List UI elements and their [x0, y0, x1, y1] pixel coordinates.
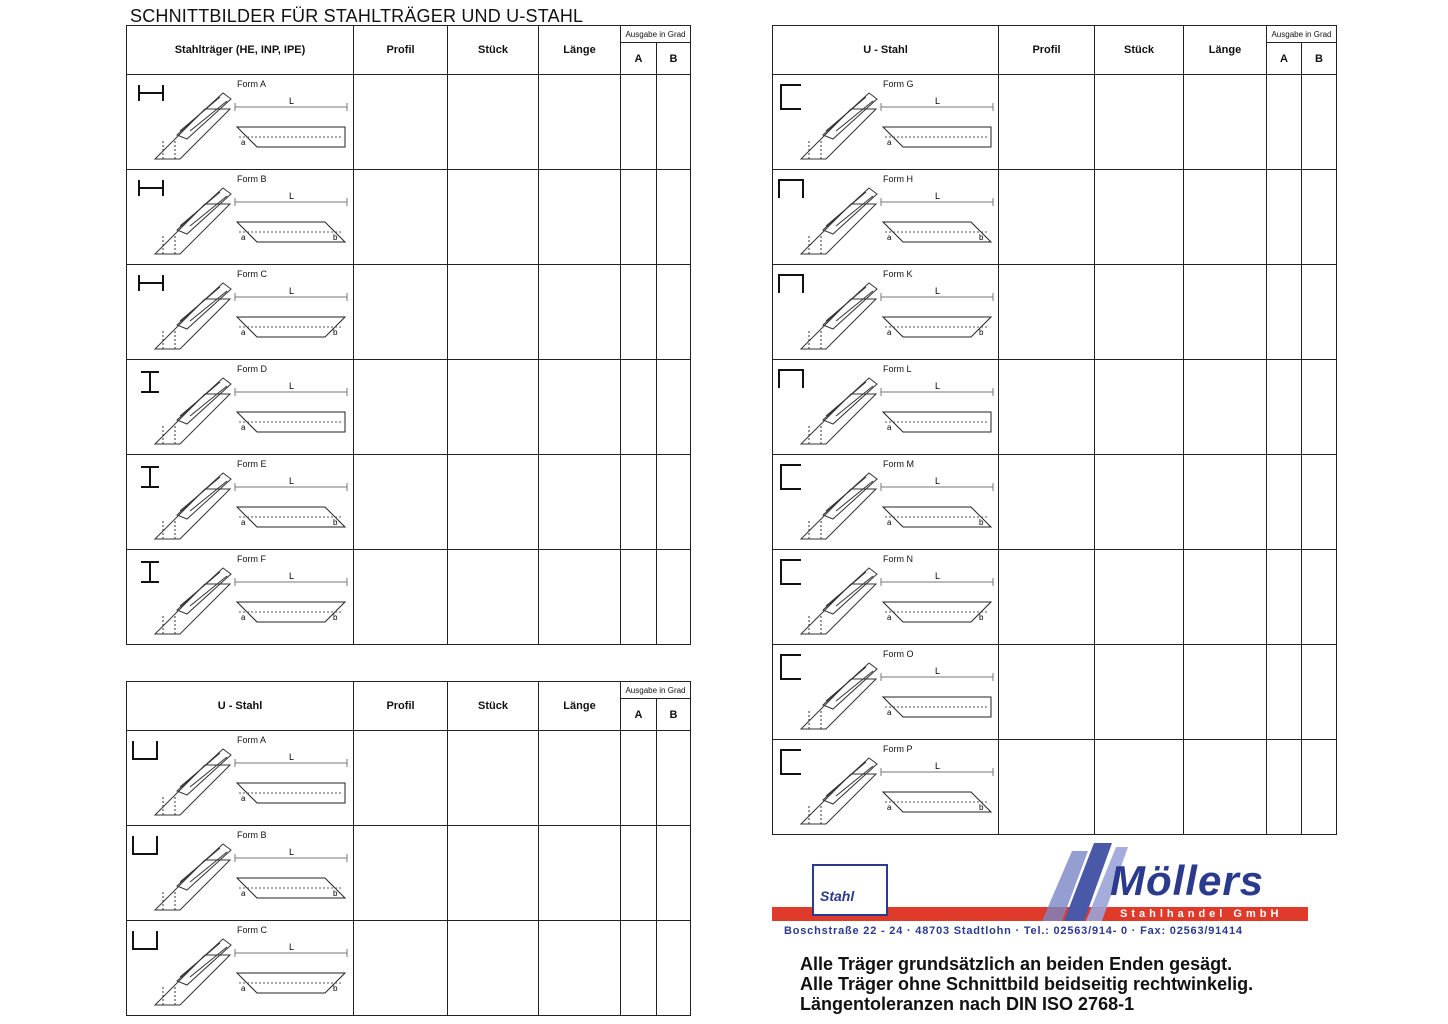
svg-text:L: L: [935, 286, 941, 296]
ustahl-left-table: [126, 681, 691, 1016]
svg-text:a: a: [887, 518, 892, 527]
stueck-cell[interactable]: [448, 550, 539, 645]
svg-text:b: b: [979, 803, 984, 812]
laenge-cell[interactable]: [1184, 265, 1267, 360]
angle-b-cell[interactable]: [1302, 740, 1337, 835]
traeger-table: [126, 25, 691, 645]
laenge-cell[interactable]: [1184, 170, 1267, 265]
form-label: Form B: [237, 830, 267, 840]
cut-form-form-b: [127, 170, 354, 265]
company-name: Möllers: [1110, 857, 1265, 904]
laenge-cell[interactable]: [539, 265, 621, 360]
svg-text:a: a: [887, 423, 892, 432]
angle-b-header: B: [657, 699, 691, 731]
table-row: [127, 170, 691, 265]
stueck-cell[interactable]: [1095, 740, 1184, 835]
cut-form-form-c: [127, 921, 354, 1016]
angle-a-cell[interactable]: [621, 550, 657, 645]
svg-text:a: a: [241, 328, 246, 337]
svg-text:b: b: [979, 328, 984, 337]
svg-text:L: L: [289, 96, 295, 106]
angle-a-cell[interactable]: [621, 75, 657, 170]
stueck-cell[interactable]: [448, 731, 539, 826]
cut-form-form-c: [127, 265, 354, 360]
form-label: Form P: [883, 744, 913, 754]
profil-header: Profil: [354, 682, 448, 731]
cut-form-form-o: [773, 645, 999, 740]
u-channel-down-icon: [779, 370, 803, 388]
laenge-header: Länge: [539, 26, 621, 75]
form-label: Form C: [237, 269, 267, 279]
u-channel-side-icon: [781, 85, 801, 109]
profil-cell[interactable]: [999, 550, 1095, 645]
laenge-cell[interactable]: [1184, 455, 1267, 550]
angle-b-cell[interactable]: [657, 170, 691, 265]
svg-text:L: L: [935, 666, 941, 676]
profil-cell[interactable]: [354, 360, 448, 455]
svg-text:L: L: [935, 96, 941, 106]
stueck-cell[interactable]: [1095, 550, 1184, 645]
stueck-cell[interactable]: [1095, 360, 1184, 455]
table-row: [127, 455, 691, 550]
profil-cell[interactable]: [354, 170, 448, 265]
angle-b-header: B: [657, 43, 691, 75]
u-channel-side-icon: [781, 655, 801, 679]
form-label: Form A: [237, 735, 267, 745]
cut-form-form-h: [773, 170, 999, 265]
svg-text:b: b: [333, 328, 338, 337]
svg-text:L: L: [289, 752, 295, 762]
angle-b-cell[interactable]: [657, 455, 691, 550]
angle-b-cell[interactable]: [1302, 360, 1337, 455]
svg-text:L: L: [935, 381, 941, 391]
stueck-cell[interactable]: [448, 921, 539, 1016]
laenge-header: Länge: [539, 682, 621, 731]
svg-text:L: L: [935, 761, 941, 771]
stueck-header: Stück: [1095, 26, 1184, 75]
angle-a-cell[interactable]: [621, 826, 657, 921]
stueck-cell[interactable]: [448, 360, 539, 455]
cut-form-form-a: [127, 75, 354, 170]
angle-b-cell[interactable]: [1302, 170, 1337, 265]
angle-a-cell[interactable]: [1267, 265, 1302, 360]
u-channel-up-icon: [133, 836, 157, 854]
svg-text:L: L: [289, 942, 295, 952]
svg-text:L: L: [289, 286, 295, 296]
profil-cell[interactable]: [999, 265, 1095, 360]
svg-text:L: L: [289, 847, 295, 857]
table-row: [773, 550, 1337, 645]
stueck-cell[interactable]: [448, 455, 539, 550]
form-label: Form O: [883, 649, 914, 659]
cut-form-form-k: [773, 265, 999, 360]
laenge-cell[interactable]: [539, 826, 621, 921]
laenge-cell[interactable]: [539, 75, 621, 170]
form-label: Form A: [237, 79, 267, 89]
svg-text:a: a: [241, 518, 246, 527]
form-label: Form L: [883, 364, 912, 374]
profil-cell[interactable]: [354, 731, 448, 826]
svg-text:a: a: [887, 613, 892, 622]
stahl-badge-text: Stahl: [820, 888, 855, 904]
note-2: Alle Träger ohne Schnittbild beidseitig rechtwinkelig.: [800, 974, 1254, 994]
angle-a-header: A: [621, 699, 657, 731]
angle-b-cell[interactable]: [1302, 645, 1337, 740]
stueck-cell[interactable]: [448, 265, 539, 360]
profil-cell[interactable]: [999, 75, 1095, 170]
profil-cell[interactable]: [999, 455, 1095, 550]
svg-text:b: b: [979, 518, 984, 527]
company-address: Boschstraße 22 - 24 · 48703 Stadtlohn · Tel.: 02563/914- 0 · Fax: 02563/91414: [784, 925, 1243, 937]
laenge-cell[interactable]: [1184, 75, 1267, 170]
table-row: [127, 826, 691, 921]
stueck-cell[interactable]: [1095, 455, 1184, 550]
cut-form-form-g: [773, 75, 999, 170]
form-label: Form H: [883, 174, 913, 184]
angle-b-header: B: [1302, 43, 1337, 75]
angle-a-cell[interactable]: [621, 731, 657, 826]
angle-b-cell[interactable]: [1302, 455, 1337, 550]
form-label: Form N: [883, 554, 913, 564]
profil-cell[interactable]: [354, 455, 448, 550]
angle-a-cell[interactable]: [621, 455, 657, 550]
angle-a-cell[interactable]: [1267, 550, 1302, 645]
form-label: Form E: [237, 459, 267, 469]
svg-text:b: b: [333, 984, 338, 993]
laenge-cell[interactable]: [539, 921, 621, 1016]
table-row: [773, 645, 1337, 740]
svg-text:L: L: [289, 191, 295, 201]
table-row: [773, 170, 1337, 265]
angle-b-cell[interactable]: [657, 265, 691, 360]
profil-cell[interactable]: [999, 645, 1095, 740]
svg-text:a: a: [887, 708, 892, 717]
u-channel-up-icon: [133, 931, 157, 949]
laenge-cell[interactable]: [539, 360, 621, 455]
laenge-cell[interactable]: [1184, 645, 1267, 740]
angle-a-cell[interactable]: [1267, 360, 1302, 455]
angle-a-cell[interactable]: [1267, 740, 1302, 835]
i-beam-icon: [141, 467, 159, 487]
table-row: [127, 360, 691, 455]
svg-text:a: a: [241, 138, 246, 147]
svg-text:L: L: [935, 191, 941, 201]
table-row: [773, 360, 1337, 455]
angle-a-cell[interactable]: [1267, 645, 1302, 740]
svg-text:a: a: [241, 889, 246, 898]
table-row: [127, 550, 691, 645]
table-row: [773, 740, 1337, 835]
laenge-cell[interactable]: [539, 550, 621, 645]
grad-header: Ausgabe in Grad: [621, 26, 691, 43]
angle-a-cell[interactable]: [1267, 455, 1302, 550]
cut-form-form-e: [127, 455, 354, 550]
stueck-cell[interactable]: [448, 826, 539, 921]
svg-text:a: a: [887, 138, 892, 147]
svg-text:a: a: [887, 803, 892, 812]
angle-b-cell[interactable]: [1302, 265, 1337, 360]
angle-a-header: A: [1267, 43, 1302, 75]
profil-cell[interactable]: [354, 826, 448, 921]
svg-text:b: b: [979, 233, 984, 242]
angle-a-header: A: [621, 43, 657, 75]
cut-form-form-f: [127, 550, 354, 645]
svg-text:b: b: [333, 233, 338, 242]
svg-text:a: a: [241, 613, 246, 622]
angle-b-cell[interactable]: [1302, 550, 1337, 645]
type-header: U - Stahl: [773, 26, 999, 75]
table-row: [127, 731, 691, 826]
form-label: Form G: [883, 79, 914, 89]
svg-text:a: a: [241, 423, 246, 432]
form-label: Form F: [237, 554, 266, 564]
form-label: Form C: [237, 925, 267, 935]
note-1: Alle Träger grundsätzlich an beiden Enden gesägt.: [800, 954, 1233, 974]
stueck-header: Stück: [448, 682, 539, 731]
laenge-cell[interactable]: [539, 455, 621, 550]
laenge-cell[interactable]: [1184, 740, 1267, 835]
stueck-header: Stück: [448, 26, 539, 75]
svg-text:L: L: [289, 571, 295, 581]
type-header: U - Stahl: [127, 682, 354, 731]
angle-a-cell[interactable]: [621, 360, 657, 455]
table-row: [773, 265, 1337, 360]
angle-b-cell[interactable]: [657, 75, 691, 170]
laenge-cell[interactable]: [1184, 550, 1267, 645]
cut-form-form-m: [773, 455, 999, 550]
laenge-cell[interactable]: [539, 731, 621, 826]
laenge-header: Länge: [1184, 26, 1267, 75]
profil-cell[interactable]: [999, 740, 1095, 835]
table-row: [127, 75, 691, 170]
stueck-cell[interactable]: [1095, 265, 1184, 360]
note-3: Längentoleranzen nach DIN ISO 2768-1: [800, 994, 1135, 1014]
form-label: Form B: [237, 174, 267, 184]
profil-cell[interactable]: [354, 265, 448, 360]
laenge-cell[interactable]: [1184, 360, 1267, 455]
table-row: [773, 455, 1337, 550]
cut-form-form-l: [773, 360, 999, 455]
stueck-cell[interactable]: [1095, 75, 1184, 170]
angle-a-cell[interactable]: [1267, 170, 1302, 265]
table-row: [127, 265, 691, 360]
stueck-cell[interactable]: [448, 170, 539, 265]
angle-a-cell[interactable]: [621, 265, 657, 360]
profil-cell[interactable]: [354, 75, 448, 170]
profil-cell[interactable]: [354, 550, 448, 645]
cut-form-form-n: [773, 550, 999, 645]
angle-a-cell[interactable]: [621, 170, 657, 265]
stueck-cell[interactable]: [448, 75, 539, 170]
angle-b-cell[interactable]: [657, 921, 691, 1016]
type-header: Stahlträger (HE, INP, IPE): [127, 26, 354, 75]
u-channel-down-icon: [779, 180, 803, 198]
i-beam-icon: [141, 562, 159, 582]
svg-text:b: b: [333, 889, 338, 898]
table-row: [773, 75, 1337, 170]
angle-b-cell[interactable]: [657, 826, 691, 921]
h-beam-icon: [139, 275, 163, 291]
svg-text:a: a: [241, 984, 246, 993]
company-subtitle: Stahlhandel GmbH: [1120, 908, 1283, 920]
cut-form-form-b: [127, 826, 354, 921]
u-channel-side-icon: [781, 560, 801, 584]
u-channel-down-icon: [779, 275, 803, 293]
form-label: Form D: [237, 364, 267, 374]
angle-b-cell[interactable]: [657, 731, 691, 826]
page-title: SCHNITTBILDER FÜR STAHLTRÄGER UND U-STAHL: [130, 6, 584, 26]
profil-cell[interactable]: [354, 921, 448, 1016]
ustahl-right-table: [772, 25, 1337, 835]
angle-b-cell[interactable]: [657, 550, 691, 645]
grad-header: Ausgabe in Grad: [1267, 26, 1337, 43]
svg-text:a: a: [887, 233, 892, 242]
table-row: [127, 921, 691, 1016]
cut-form-form-d: [127, 360, 354, 455]
form-label: Form M: [883, 459, 914, 469]
angle-b-cell[interactable]: [657, 360, 691, 455]
svg-text:a: a: [887, 328, 892, 337]
h-beam-icon: [139, 85, 163, 101]
profil-cell[interactable]: [999, 360, 1095, 455]
cut-form-form-a: [127, 731, 354, 826]
laenge-cell[interactable]: [539, 170, 621, 265]
h-beam-icon: [139, 180, 163, 196]
svg-text:b: b: [979, 613, 984, 622]
angle-a-cell[interactable]: [621, 921, 657, 1016]
svg-text:L: L: [935, 571, 941, 581]
svg-text:a: a: [241, 233, 246, 242]
i-beam-icon: [141, 372, 159, 392]
stueck-cell[interactable]: [1095, 645, 1184, 740]
u-channel-side-icon: [781, 465, 801, 489]
profil-header: Profil: [999, 26, 1095, 75]
grad-header: Ausgabe in Grad: [621, 682, 691, 699]
angle-a-cell[interactable]: [1267, 75, 1302, 170]
cut-form-form-p: [773, 740, 999, 835]
svg-text:b: b: [333, 518, 338, 527]
profil-header: Profil: [354, 26, 448, 75]
u-channel-side-icon: [781, 750, 801, 774]
angle-b-cell[interactable]: [1302, 75, 1337, 170]
svg-text:L: L: [289, 381, 295, 391]
svg-text:L: L: [289, 476, 295, 486]
svg-text:L: L: [935, 476, 941, 486]
form-label: Form K: [883, 269, 913, 279]
u-channel-up-icon: [133, 741, 157, 759]
svg-text:a: a: [241, 794, 246, 803]
svg-text:b: b: [333, 613, 338, 622]
profil-cell[interactable]: [999, 170, 1095, 265]
stueck-cell[interactable]: [1095, 170, 1184, 265]
